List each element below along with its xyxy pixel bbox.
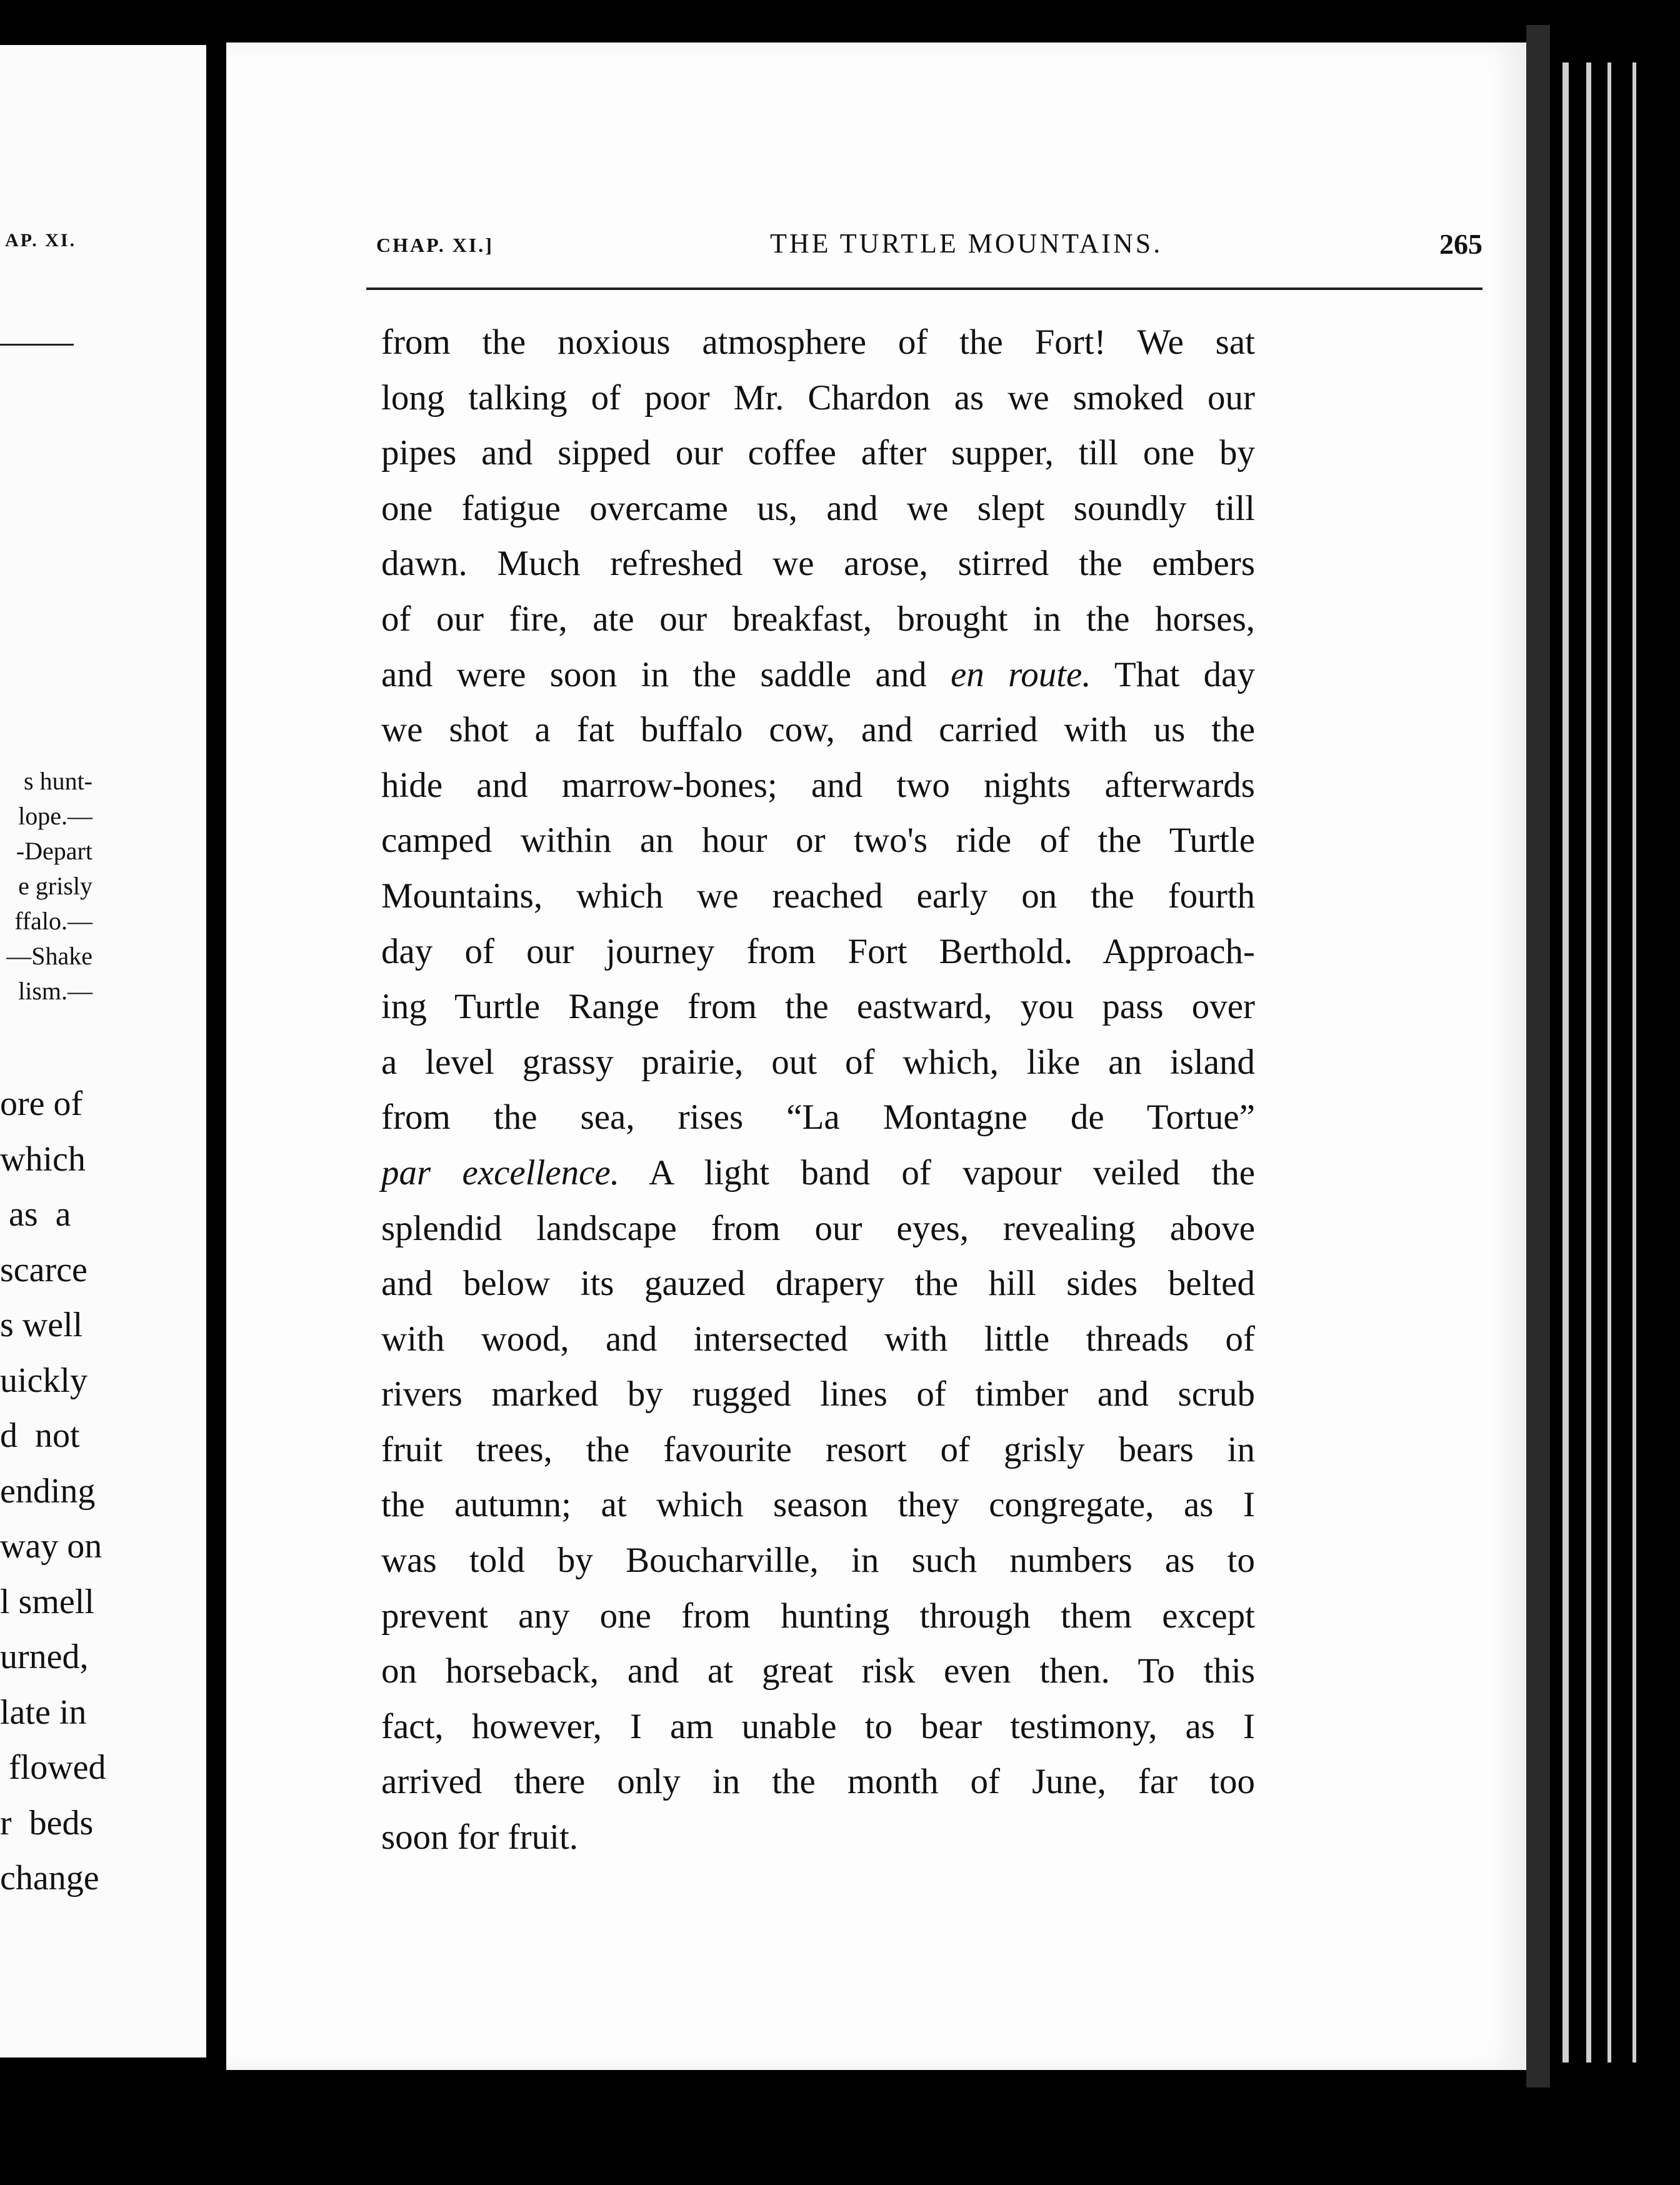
text-line (381, 702, 1255, 758)
previous-page-text-line: scarce (0, 1250, 88, 1289)
text-run: ing Turtle Range from the eastward, you pass over (381, 987, 1255, 1027)
previous-page-body-text (0, 1076, 118, 1906)
text-line (381, 536, 1255, 592)
text-line (381, 1035, 1255, 1091)
text-line (381, 758, 1255, 814)
text-line (381, 371, 1255, 426)
text-line (381, 813, 1255, 869)
previous-page-text-line: late in (0, 1692, 87, 1732)
page-number: 265 (1439, 228, 1482, 260)
text-run: rivers marked by rugged lines of timber and scrub (381, 1374, 1255, 1414)
previous-page-text-line: s well (0, 1306, 83, 1344)
text-line (381, 1090, 1255, 1146)
running-head-rule (366, 288, 1482, 290)
text-line (381, 1312, 1255, 1368)
text-line (381, 1589, 1255, 1644)
text-line (381, 1644, 1255, 1699)
text-line (381, 592, 1255, 648)
book-edge-page-stack (1632, 62, 1636, 2062)
text-run: the autumn; at which season they congregate, as I (381, 1485, 1255, 1525)
running-head (376, 228, 1482, 265)
previous-page-summary-line: —Shake (6, 942, 92, 970)
text-run: with wood, and intersected with little threads of (381, 1319, 1255, 1359)
text-run: A light band of vapour veiled the (619, 1152, 1255, 1192)
text-line (381, 1146, 1255, 1201)
previous-page-summary-line: -Depart (16, 837, 92, 865)
book-edge-shadow (1526, 25, 1550, 2088)
italic-phrase: en route. (950, 654, 1091, 694)
text-run: hide and marrow-bones; and two nights afterwards (381, 765, 1255, 805)
text-run: we shot a fat buffalo cow, and carried with us the (381, 710, 1255, 750)
previous-page-text-line: change (0, 1859, 99, 1898)
text-line (381, 1699, 1255, 1755)
text-run: pipes and sipped our coffee after supper, till one by (381, 433, 1255, 473)
text-line (381, 1367, 1255, 1422)
text-run: fact, however, I am unable to bear testimony, as I (381, 1706, 1255, 1746)
previous-page-text-line: r beds (0, 1803, 94, 1842)
text-line (381, 1256, 1255, 1312)
previous-page-text-line: which (0, 1139, 86, 1179)
text-line (381, 1533, 1255, 1589)
previous-page-text-line: l smell (0, 1582, 94, 1621)
text-run: and below its gauzed drapery the hill sides belted (381, 1264, 1255, 1304)
text-run: prevent any one from hunting through them except (381, 1596, 1255, 1636)
text-line (381, 426, 1255, 481)
previous-page-text-line: as a (0, 1195, 71, 1234)
text-run: long talking of poor Mr. Chardon as we smoked our (381, 378, 1255, 418)
previous-page-summary-line: lism.— (18, 977, 92, 1005)
previous-page-summary-line: e grisly (18, 872, 92, 900)
page (226, 42, 1526, 2070)
text-run: was told by Boucharville, in such numbers as to (381, 1541, 1255, 1581)
book-edge (1526, 25, 1680, 2088)
text-run: That day (1091, 654, 1255, 694)
text-line (381, 924, 1255, 980)
previous-page-running-head: AP. XI. (5, 230, 77, 251)
text-run: fruit trees, the favourite resort of grisly bears in (381, 1429, 1255, 1469)
text-line (381, 1422, 1255, 1478)
text-run: from the noxious atmosphere of the Fort! We sat (381, 322, 1255, 362)
book-edge-page-stack (1562, 62, 1569, 2062)
text-run: arrived there only in the month of June, far too (381, 1762, 1255, 1802)
text-run: of our fire, ate our breakfast, brought in the horses, (381, 599, 1255, 639)
text-run: day of our journey from Fort Berthold. Approach- (381, 931, 1255, 971)
text-run: from the sea, rises “La Montagne de Tortue” (381, 1098, 1255, 1138)
running-head-chapter: CHAP. XI.] (376, 234, 494, 256)
text-line (381, 1478, 1255, 1533)
previous-page-text-line: ending (0, 1471, 96, 1511)
previous-page-text-line: uickly (0, 1361, 88, 1400)
text-line (381, 1754, 1255, 1810)
body-text (381, 315, 1255, 1866)
italic-phrase: par excellence. (381, 1152, 620, 1192)
text-run: camped within an hour or two's ride of the Turtle (381, 821, 1255, 861)
text-run: and were soon in the saddle and (381, 654, 951, 694)
text-run: splendid landscape from our eyes, revealing above (381, 1208, 1255, 1248)
previous-page-text-line: ore of (0, 1084, 83, 1123)
text-line (381, 315, 1255, 371)
text-run: dawn. Much refreshed we arose, stirred the embers (381, 544, 1255, 584)
previous-page-summary-line: lope.— (18, 802, 92, 830)
book-edge-page-stack (1586, 62, 1591, 2062)
previous-page-text-line: flowed (0, 1748, 106, 1787)
text-run: a level grassy prairie, out of which, like an island (381, 1042, 1255, 1082)
previous-page-fragment (0, 45, 206, 2058)
previous-page-summary-line: ffalo.— (14, 907, 92, 935)
text-run: on horseback, and at great risk even then. To this (381, 1651, 1255, 1691)
text-run: Mountains, which we reached early on the fourth (381, 876, 1255, 916)
previous-page-text-line: urned, (0, 1638, 89, 1676)
text-line (381, 869, 1255, 924)
running-head-title: THE TURTLE MOUNTAINS. (770, 228, 1163, 259)
text-line (381, 481, 1255, 537)
text-line (381, 1201, 1255, 1257)
text-line (381, 1810, 1255, 1866)
text-line (381, 979, 1255, 1035)
text-run: one fatigue overcame us, and we slept soundly till (381, 488, 1255, 528)
book-edge-page-stack (1608, 62, 1611, 2062)
previous-page-chapter-summary (0, 764, 92, 1009)
text-line (381, 648, 1255, 703)
previous-page-summary-line: s hunt- (24, 767, 92, 795)
previous-page-text-line: way on (0, 1527, 102, 1566)
previous-page-text-line: d not (0, 1416, 80, 1455)
text-run: soon for fruit. (381, 1818, 579, 1858)
previous-page-head-rule (0, 344, 74, 346)
